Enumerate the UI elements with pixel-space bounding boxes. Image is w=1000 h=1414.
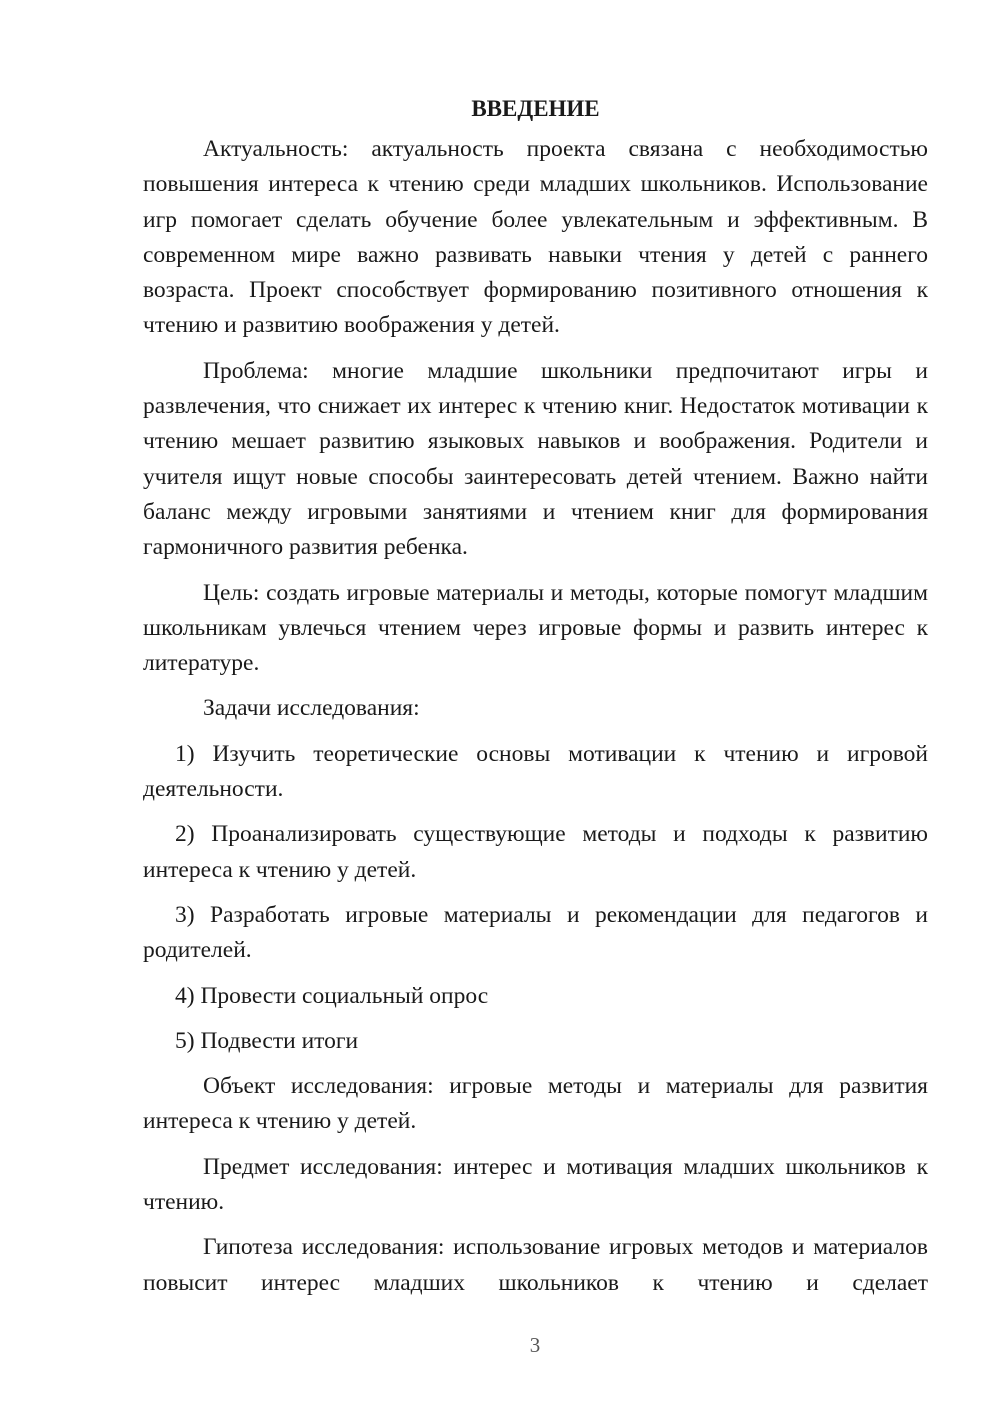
relevance-paragraph: Актуальность: актуальность проекта связана с необходимостью повышения интереса к чтению среди младших школьников. Использование игр помогает сделать обучение более увлекательным и эффективным. В современном мире важно развивать навыки чтения у детей с раннего возраста. Проект способствует формированию позитивного отношения к чтению и развитию воображения у детей. <box>143 136 928 339</box>
task-item-5: 5) Подвести итоги <box>175 1027 359 1054</box>
subject-paragraph: Предмет исследования: интерес и мотивация младших школьников к чтению. <box>143 1153 928 1216</box>
goal-paragraph: Цель: создать игровые материалы и методы, которые помогут младшим школьникам увлечься чтением через игровые формы и развить интерес к литературе. <box>143 579 928 677</box>
document-page <box>143 92 928 1311</box>
hypothesis-paragraph: Гипотеза исследования: использование игровых методов и материалов повысит интерес младших школьников к чтению и сделает <box>143 1234 928 1296</box>
problem-paragraph: Проблема: многие младшие школьники предпочитают игры и развлечения, что снижает их интерес к чтению книг. Недостаток мотивации к чтению мешает развитию языковых навыков и воображения. Родители и учителя ищут новые способы заинтересовать детей чтением. Важно найти баланс между игровыми занятиями и чтением книг для формирования гармоничного развития ребенка. <box>143 357 928 561</box>
task-item-1: 1) Изучить теоретические основы мотивации к чтению и игровой деятельности. <box>143 740 928 803</box>
task-item-4: 4) Провести социальный опрос <box>175 982 489 1009</box>
task-item-2: 2) Проанализировать существующие методы и подходы к развитию интереса к чтению у детей. <box>143 821 928 883</box>
tasks-heading: Задачи исследования: <box>203 695 420 722</box>
section-title: ВВЕДЕНИЕ <box>471 96 600 121</box>
page-number: 3 <box>529 1333 541 1357</box>
object-paragraph: Объект исследования: игровые методы и материалы для развития интереса к чтению у детей. <box>143 1073 928 1135</box>
task-item-3: 3) Разработать игровые материалы и рекомендации для педагогов и родителей. <box>143 901 928 964</box>
